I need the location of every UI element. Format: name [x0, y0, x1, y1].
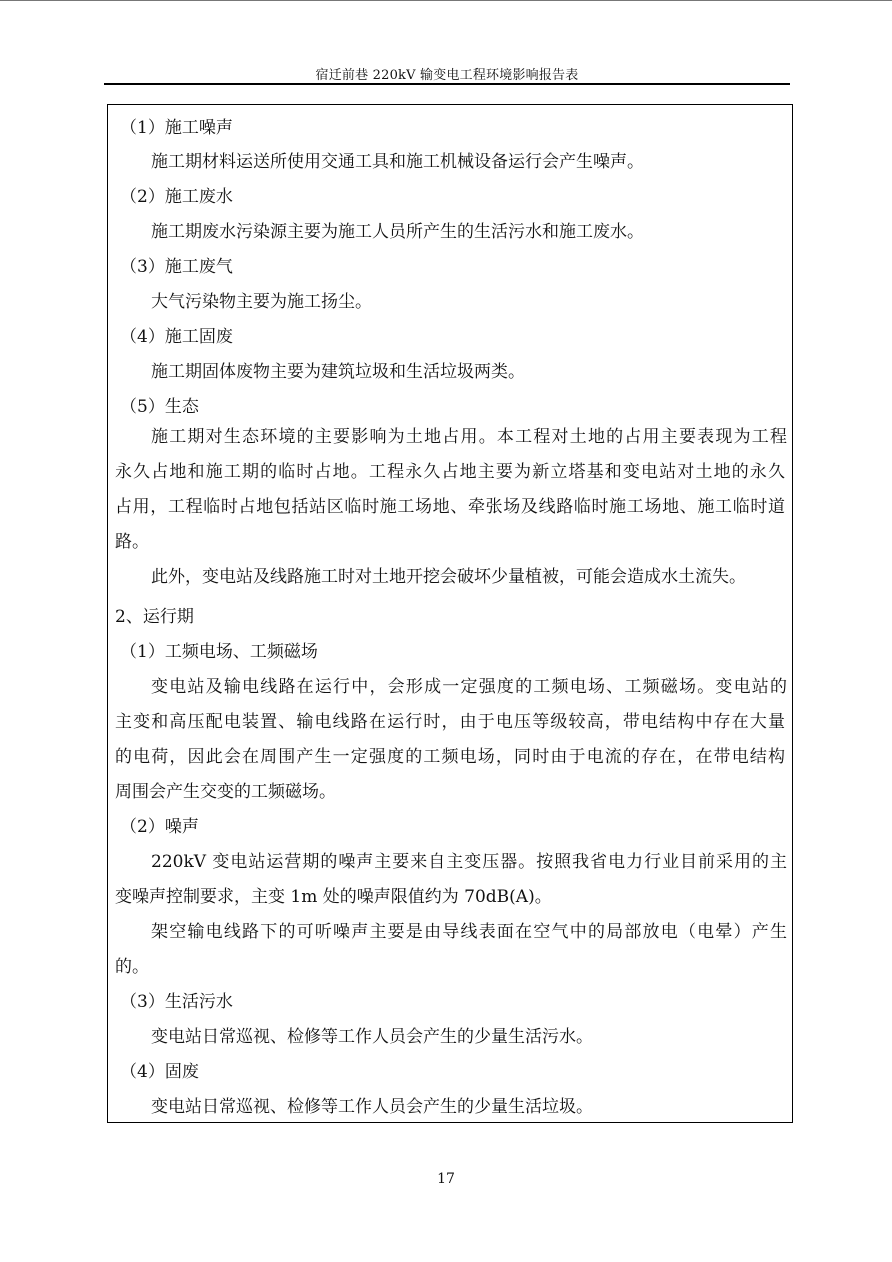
heading-domestic-sewage: （3）生活污水	[120, 992, 233, 1012]
page-header: 宿迁前巷 220kV 输变电工程环境影响报告表	[315, 68, 579, 83]
paragraph-line: 施工期对生态环境的主要影响为土地占用。本工程对土地的占用主要表现为工程	[151, 427, 787, 447]
heading-solid-waste: （4）固废	[120, 1062, 199, 1082]
paragraph-line: 变电站日常巡视、检修等工作人员会产生的少量生活污水。	[151, 1027, 593, 1047]
page-number: 17	[437, 1171, 455, 1187]
heading-noise: （2）噪声	[120, 817, 199, 837]
paragraph-line: 的电荷，因此会在周围产生一定强度的工频电场，同时由于电流的存在，在带电结构	[115, 747, 785, 767]
paragraph-line: 变噪声控制要求，主变 1m 处的噪声限值约为 70dB(A)。	[115, 887, 552, 907]
header-rule	[104, 83, 790, 85]
heading-power-frequency-fields: （1）工频电场、工频磁场	[120, 642, 318, 662]
paragraph-line: 大气污染物主要为施工扬尘。	[151, 292, 372, 312]
paragraph-line: 变电站日常巡视、检修等工作人员会产生的少量生活垃圾。	[151, 1097, 593, 1117]
heading-construction-wastewater: （2）施工废水	[120, 187, 233, 207]
page-top-border	[0, 0, 892, 1]
heading-operation-period: 2、运行期	[115, 607, 194, 627]
content-box	[107, 104, 793, 1123]
paragraph-line: 此外，变电站及线路施工时对土地开挖会破坏少量植被，可能会造成水土流失。	[151, 567, 746, 587]
paragraph-line: 变电站及输电线路在运行中，会形成一定强度的工频电场、工频磁场。变电站的	[151, 677, 787, 697]
heading-construction-solid-waste: （4）施工固废	[120, 327, 233, 347]
paragraph-line: 周围会产生交变的工频磁场。	[115, 782, 336, 802]
paragraph-line: 施工期废水污染源主要为施工人员所产生的生活污水和施工废水。	[151, 222, 644, 242]
paragraph-line: 的。	[115, 957, 149, 977]
heading-ecology: （5）生态	[120, 397, 199, 417]
paragraph-line: 220kV 变电站运营期的噪声主要来自主变压器。按照我省电力行业目前采用的主	[151, 852, 787, 872]
heading-construction-exhaust: （3）施工废气	[120, 257, 233, 277]
paragraph-line: 施工期材料运送所使用交通工具和施工机械设备运行会产生噪声。	[151, 152, 644, 172]
paragraph-line: 路。	[115, 532, 149, 552]
paragraph-line: 施工期固体废物主要为建筑垃圾和生活垃圾两类。	[151, 362, 525, 382]
heading-construction-noise: （1）施工噪声	[120, 118, 233, 138]
paragraph-line: 永久占地和施工期的临时占地。工程永久占地主要为新立塔基和变电站对土地的永久	[115, 462, 785, 482]
paragraph-line: 占用，工程临时占地包括站区临时施工场地、牵张场及线路临时施工场地、施工临时道	[115, 497, 785, 517]
paragraph-line: 架空输电线路下的可听噪声主要是由导线表面在空气中的局部放电（电晕）产生	[151, 922, 787, 942]
paragraph-line: 主变和高压配电装置、输电线路在运行时，由于电压等级较高，带电结构中存在大量	[115, 712, 785, 732]
